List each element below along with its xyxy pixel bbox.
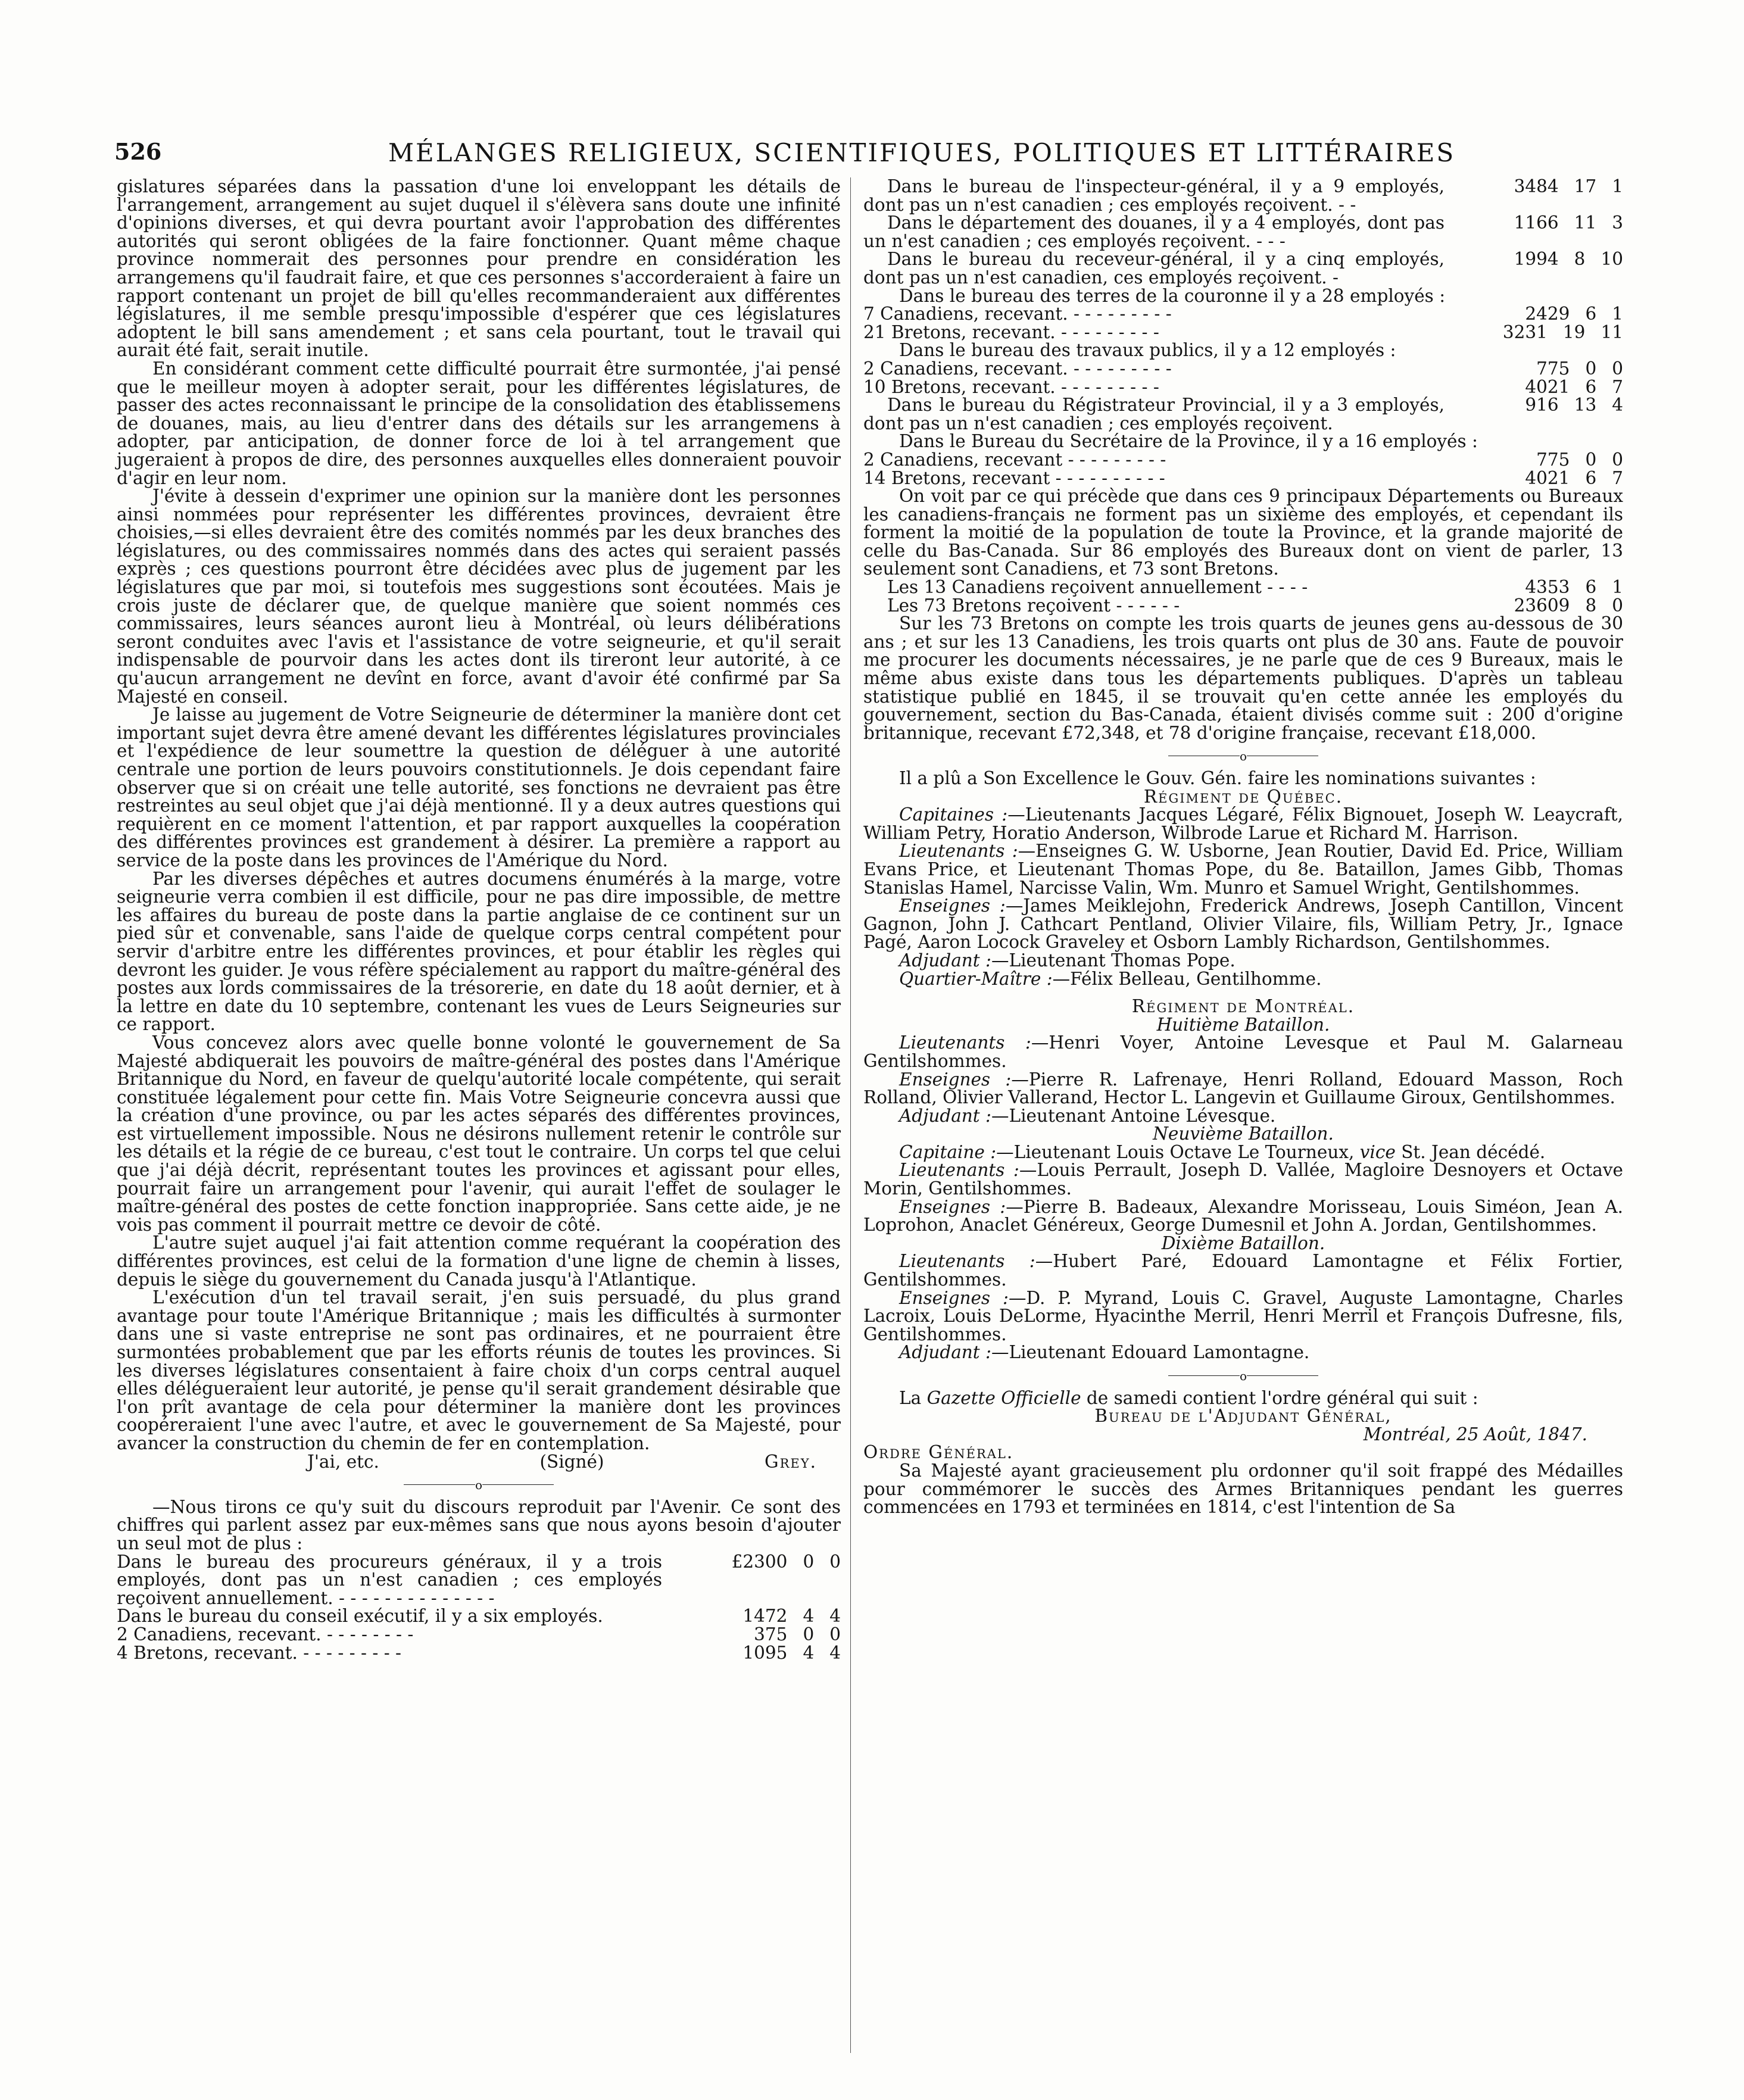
paragraph: Dans le bureau des terres de la couronne il y a 28 employés : — [899, 285, 1446, 306]
paragraph: On voit par ce qui précède que dans ces 9 principaux Départements ou Bureaux les canadiens-français ne forment pas un sixième des employés, et cependant ils forment la moitié de la population de toute la Province, et la grande majorité de celle du Bas-Canada. Sur 86 employés des Bureaux dont on vient de parler, 13 seulement sont Canadiens, et 73 sont Bretons. — [863, 486, 1623, 579]
row-label: 7 Canadiens, recevant. - - - - - - - - - — [863, 304, 1172, 324]
row-amount: 916 13 4 — [1525, 395, 1623, 416]
appointment: Adjudant :—Lieutenant Thomas Pope. — [899, 950, 1236, 971]
row-label: Dans le bureau de l'inspecteur-général, il y a 9 employés, dont pas un n'est canadien ; ces employés reçoivent. - - — [863, 176, 1445, 215]
row-label: Dans le bureau du Régistrateur Provincial, il y a 3 employés, dont pas un n'est canadien ; ces employés reçoivent. — [863, 395, 1445, 433]
signature-name: Grey. — [765, 1451, 817, 1472]
row-amount: 3484 17 1 — [1514, 176, 1623, 196]
signature-signe: (Signé) — [539, 1451, 604, 1472]
dateline: Montréal, 25 Août, 1847. — [1363, 1424, 1587, 1444]
right-column — [863, 177, 1623, 1517]
column-divider — [850, 177, 851, 2053]
appointment: Lieutenants :—Louis Perrault, Joseph D. Vallée, Magloire Desnoyers et Octave Morin, Gentilshommes. — [863, 1160, 1623, 1199]
row-label: Dans le bureau du receveur-général, il y a cinq employés, dont pas un n'est canadien, ces employés reçoivent. - — [863, 249, 1445, 288]
table-row — [863, 250, 1623, 286]
row-amount: 775 0 0 — [1536, 358, 1623, 379]
table-row — [863, 451, 1623, 469]
appointment: Enseignes :—James Meiklejohn, Frederick Andrews, Joseph Cantillon, Vincent Gagnon, John J. Cathcart Pentland, Olivier Vilaire, fils, William Petry, Jr., Ignace Pagé, Aaron Locock Graveley et Osborn Lambly Richardson, Gentilshommes. — [863, 895, 1623, 953]
bureau-heading: Bureau de l'Adjudant Général, — [1094, 1406, 1392, 1427]
paragraph: La Gazette Officielle de samedi contient l'ordre général qui suit : — [899, 1387, 1478, 1408]
section-heading: Régiment de Québec. — [1143, 786, 1343, 807]
row-label: Les 73 Bretons reçoivent - - - - - - — [887, 595, 1180, 616]
table-row — [117, 1553, 841, 1608]
signature-formula: J'ai, etc. — [307, 1451, 379, 1472]
signature-line — [117, 1453, 841, 1471]
table-row — [117, 1644, 841, 1662]
row-amount: 375 0 0 — [754, 1624, 841, 1645]
table-row — [863, 360, 1623, 378]
paragraph: En considérant comment cette difficulté pourrait être surmontée, j'ai pensé que le meilleur moyen à adopter serait, pour les différentes législatures, de passer des actes reconnaissant le principe de la consolidation des établissemens de douanes, mais, au lieu d'entrer dans des détails sur les arrangemens à adopter, par anticipation, de donner force de loi à tel arrangement que jugeraient à propos de dire, des personnes auxquelles elles donneraient pouvoir d'agir en leur nom. — [117, 358, 841, 488]
appointment: Enseignes :—Pierre B. Badeaux, Alexandre Morisseau, Louis Siméon, Jean A. Loprohon, Anaclet Généreux, George Dumesnil et John A. Jordan, Gentilshommes. — [863, 1196, 1623, 1235]
row-amount: 4021 6 7 — [1525, 376, 1623, 397]
row-label: Les 13 Canadiens reçoivent annuellement - - - - — [887, 577, 1308, 598]
appointment: Lieutenants :—Henri Voyer, Antoine Levesque et Paul M. Galarneau Gentilshommes. — [863, 1032, 1623, 1071]
row-label: 2 Canadiens, recevant. - - - - - - - - — [117, 1624, 414, 1645]
table-row — [863, 597, 1623, 615]
table-row — [863, 323, 1623, 342]
table-row — [863, 378, 1623, 397]
subsection-heading: Huitième Bataillon. — [1156, 1014, 1330, 1035]
appointment: Enseignes :—Pierre R. Lafrenaye, Henri Rolland, Edouard Masson, Roch Rolland, Olivier Vallerand, Hector L. Langevin et Guillaume Giroux, Gentilshommes. — [863, 1069, 1623, 1108]
left-column — [117, 177, 841, 1662]
row-amount: 23609 8 0 — [1514, 595, 1623, 616]
paragraph: Dans le bureau des travaux publics, il y a 12 employés : — [899, 340, 1396, 361]
row-label: 4 Bretons, recevant. - - - - - - - - - — [117, 1642, 402, 1663]
paragraph: Il a plû a Son Excellence le Gouv. Gén. faire les nominations suivantes : — [899, 768, 1536, 788]
table-row — [863, 396, 1623, 432]
row-amount: £2300 0 0 — [731, 1551, 841, 1572]
row-label: 21 Bretons, recevant. - - - - - - - - - — [863, 322, 1159, 342]
page-header — [114, 138, 1662, 174]
row-amount: 1994 8 10 — [1514, 249, 1623, 270]
table-row — [863, 177, 1623, 214]
paragraph: Dans le Bureau du Secrétaire de la Province, il y a 16 employés : — [899, 431, 1478, 452]
row-amount: 2429 6 1 — [1525, 304, 1623, 324]
row-label: 14 Bretons, recevant - - - - - - - - - - — [863, 467, 1165, 488]
appointment: Enseignes :—D. P. Myrand, Louis C. Gravel, Auguste Lamontagne, Charles Lacroix, Louis DeLorme, Hyacinthe Merril, Henri Merril et François Dufresne, fils, Gentilshommes. — [863, 1287, 1624, 1344]
appointment: Adjudant :—Lieutenant Edouard Lamontagne. — [899, 1342, 1310, 1363]
order-heading: Ordre Général. — [863, 1442, 1014, 1463]
paragraph: Vous concevez alors avec quelle bonne volonté le gouvernement de Sa Majesté abdiquerait les pouvoirs de maître-général des postes dans l'Amérique Britannique du Nord, en faveur de quelqu'autorité locale compétente, qui serait constituée légalement pour cette fin. Mais Votre Seigneurie concevra aussi que la création d'une province, ou par les actes séparés des différentes provinces, est virtuellement impossible. Nous ne désirons nullement retenir le contrôle sur les détails et la régie de ce bureau, c'est tout le contraire. Un corps tel que celui que j'ai déjà décrit, représentant toutes les provinces et agissant pour elles, pourrait faire un arrangement pour l'avenir, qui aurait l'effet de soulager le maître-général des postes de cette fonction inappropriée. Sans cette aide, je ne vois pas comment il pourrait mettre ce devoir de côté. — [117, 1032, 841, 1235]
row-amount: 1166 11 3 — [1514, 213, 1623, 233]
subsection-heading: Dixième Bataillon. — [1161, 1232, 1325, 1253]
row-label: 2 Canadiens, recevant. - - - - - - - - - — [863, 358, 1172, 379]
row-amount: 3231 19 11 — [1502, 322, 1623, 342]
section-separator: o — [117, 1474, 841, 1494]
row-amount: 4021 6 7 — [1525, 467, 1623, 488]
table-row — [117, 1625, 841, 1644]
paragraph: Je laisse au jugement de Votre Seigneurie de déterminer la manière dont cet important sujet devra être amené devant les différentes législatures provinciales et l'expédience de leur soumettre la question de déléguer à une autorité centrale une portion de leurs pouvoirs constitutionnels. Je dois cependant faire observer que si on créait une telle autorité, ses fonctions ne devraient pas être restreintes au seul objet que j'ai déjà mentionné. Il y a deux autres questions qui requièrent en ce moment l'attention, et par rapport auxquelles la coopération des différentes provinces est grandement à désirer. La première a rapport au service de la poste dans les provinces de l'Amérique du Nord. — [117, 704, 841, 870]
row-amount: 1472 4 4 — [742, 1606, 841, 1627]
paragraph: Par les diverses dépêches et autres documens énumérés à la marge, votre seigneurie verra combien il est difficile, pour ne pas dire impossible, de mettre les affaires du bureau de poste dans la partie anglaise de ce continent sur un pied sûr et convenable, sans l'aide de quelque corps central compétent pour servir d'arbitre entre les différentes provinces, et pour établir les règles qui devront les guider. Je vous réfère spécialement au rapport du maître-général des postes aux lords commissaires de la trésorerie, en date du 18 août dernier, et à la lettre en date du 10 septembre, contenant les vues de Leurs Seigneuries sur ce rapport. — [117, 868, 841, 1035]
paragraph: Sa Majesté ayant gracieusement plu ordonner qu'il soit frappé des Médailles pour commémorer le succès des Armes Britanniques pendant les guerres commencées en 1793 et terminées en 1814, c'est l'intention de Sa — [863, 1460, 1623, 1518]
table-row — [117, 1607, 841, 1625]
row-label: 10 Bretons, recevant. - - - - - - - - - — [863, 376, 1159, 397]
appointment: Adjudant :—Lieutenant Antoine Lévesque. — [899, 1105, 1276, 1126]
table-row — [863, 578, 1623, 597]
row-label: 2 Canadiens, recevant - - - - - - - - - — [863, 449, 1166, 470]
section-separator: o — [863, 1365, 1623, 1386]
appointment: Quartier-Maître :—Félix Belleau, Gentilhomme. — [899, 968, 1322, 989]
appointment: Capitaines :—Lieutenants Jacques Légaré, Félix Bignouet, Joseph W. Leaycraft, William Petry, Horatio Anderson, Wilbrode Larue et Richard M. Harrison. — [863, 804, 1623, 843]
paragraph: J'évite à dessein d'exprimer une opinion sur la manière dont les personnes ainsi nommées pour représenter les différentes provinces, devraient être choisies,—si elles devraient être des comités nommés par les deux branches des législatures, ou des commissaires nommés dans des actes qui seraient passés exprès ; ces questions pourront être décidées avec plus de jugement par les législatures que par moi, si toutefois mes suggestions sont écoutées. Mais je crois juste de déclarer que, de quelque manière que soient nommés ces commissaires, leurs séances auront lieu à Montréal, où leurs délibérations seront conduites avec l'avis et l'assistance de votre seigneurie, et qu'il serait indispensable de pourvoir dans les actes dont ils tireront leur autorité, à ce qu'aucun arrangement ne devînt en force, avant d'avoir été confirmé par Sa Majesté en conseil. — [117, 486, 841, 707]
row-label: Dans le bureau des procureurs généraux, il y a trois employés, dont pas un n'est canadien ; ces employés reçoivent annuellement. - - - - - - - - - - - - - - — [117, 1551, 662, 1608]
paragraph: —Nous tirons ce qu'y suit du discours reproduit par l'Avenir. Ce sont des chiffres qui parlent assez par eux-mêmes sans que nous ayons besoin d'ajouter un seul mot de plus : — [117, 1496, 841, 1553]
appointment: Lieutenants :—Hubert Paré, Edouard Lamontagne et Félix Fortier, Gentilshommes. — [863, 1251, 1623, 1290]
subsection-heading: Neuvième Bataillon. — [1153, 1124, 1334, 1144]
row-amount: 775 0 0 — [1536, 449, 1623, 470]
row-amount: 1095 4 4 — [742, 1642, 841, 1663]
row-label: Dans le département des douanes, il y a 4 employés, dont pas un n'est canadien ; ces employés reçoivent. - - - — [863, 213, 1445, 251]
appointment: Capitaine :—Lieutenant Louis Octave Le Tourneux, vice St. Jean décédé. — [899, 1141, 1546, 1162]
table-row — [863, 214, 1623, 250]
paragraph: L'exécution d'un tel travail serait, j'en suis persuadé, du plus grand avantage pour toute l'Amérique Britannique ; mais les difficultés à surmonter dans une si vaste entreprise ne sont pas ordinaires, et ne pourraient être surmontées probablement que par les efforts réunis de toutes les provinces. Si les diverses législatures consentaient à faire choix d'un corps central auquel elles délégueraient leur autorité, je pense qu'il serait grandement désirable que l'on prît avantage de cela pour déterminer la manière dont les provinces coopéreraient l'une avec l'autre, et avec le gouvernement de Sa Majesté, pour avancer la construction du chemin de fer en contemplation. — [117, 1287, 841, 1453]
paragraph: Sur les 73 Bretons on compte les trois quarts de jeunes gens au-dessous de 30 ans ; et sur les 13 Canadiens, les trois quarts ont plus de 30 ans. Faute de pouvoir me procurer les documents nécessaires, je ne parle que de ces 9 Bureaux, mais le même abus existe dans tous les départements publiques. D'après un tableau statistique publié en 1845, il se trouvait qu'en cette année les employés du gouvernement, section du Bas-Canada, étaient divisés comme suit : 200 d'origine britannique, recevant £72,348, et 78 d'origine française, recevant £18,000. — [863, 613, 1623, 743]
running-title: MÉLANGES RELIGIEUX, SCIENTIFIQUES, POLITIQUES ET LITTÉRAIRES — [388, 138, 1456, 167]
row-label: Dans le bureau du conseil exécutif, il y a six employés. — [117, 1606, 603, 1627]
paragraph: gislatures séparées dans la passation d'une loi enveloppant les détails de l'arrangement, arrangement au sujet duquel il s'élèvera sans doute une infinité d'opinions diverses, et qui devra pourtant avoir l'approbation des différentes autorités qui seront obligées de la faire fonctionner. Quant même chaque province nommerait des personnes pour prendre en considération les arrangemens qu'il faudrait faire, et que ces personnes s'accorderaient à faire un rapport contenant un projet de bill qu'elles recommanderaient aux différentes législatures, il me semble presqu'impossible d'espérer que ces législatures adoptent le bill sans amendement ; et sans cela pourtant, tout le travail qui aurait été fait, serait inutile. — [117, 176, 841, 361]
table-row — [863, 469, 1623, 488]
table-row — [863, 305, 1623, 323]
paragraph: L'autre sujet auquel j'ai fait attention comme requérant la coopération des différentes provinces, est celui de la formation d'une ligne de chemin à lisses, depuis le siège du gouvernement du Canada jusqu'à l'Atlantique. — [117, 1232, 841, 1290]
row-amount: 4353 6 1 — [1525, 577, 1623, 598]
appointment: Lieutenants :—Enseignes G. W. Usborne, Jean Routier, David Ed. Price, William Evans Price, et Lieutenant Thomas Pope, du 8e. Bataillon, James Gibb, Thomas Stanislas Hamel, Narcisse Valin, Wm. Munro et Samuel Wright, Gentilshommes. — [863, 841, 1623, 898]
section-heading: Régiment de Montréal. — [1131, 996, 1355, 1017]
page-number: 526 — [114, 138, 162, 165]
section-separator: o — [863, 745, 1623, 766]
